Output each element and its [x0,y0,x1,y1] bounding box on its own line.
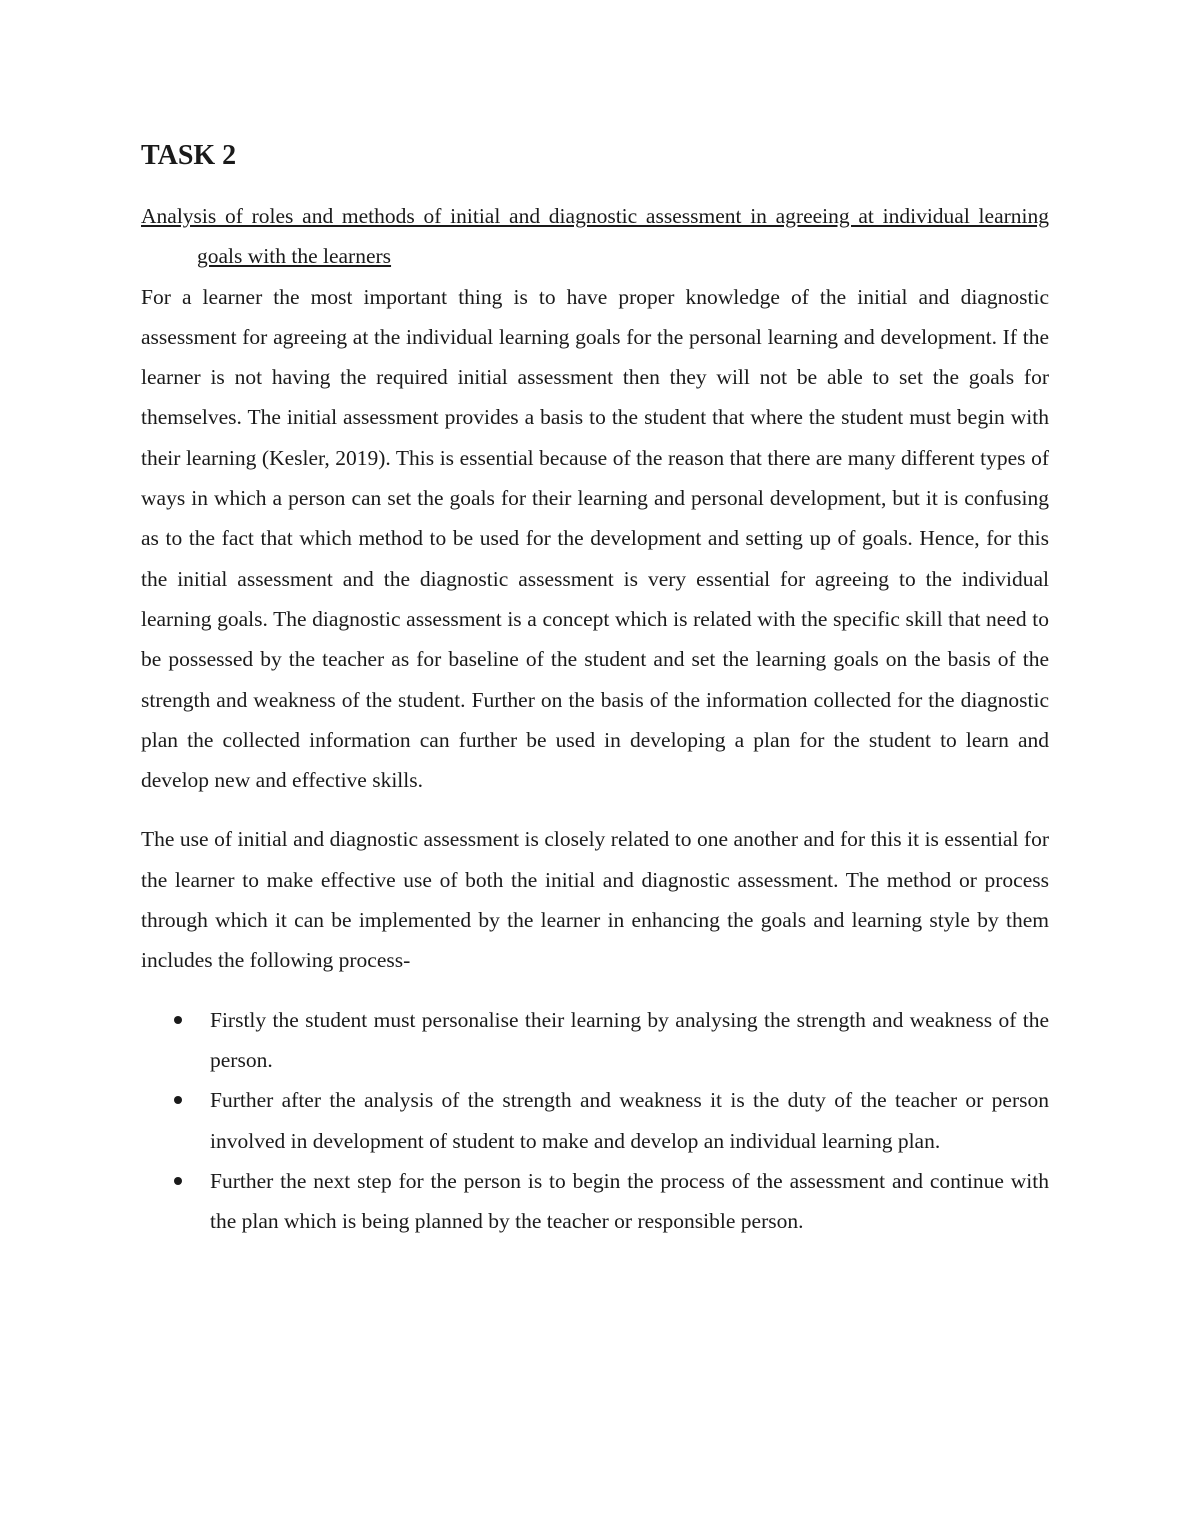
list-item-text: Further the next step for the person is to begin the process of the assessment and continue with the plan which is being planned by the teacher or responsible person. [210,1168,1049,1234]
list-item [141,1161,1049,1242]
bullet-icon [174,1096,182,1104]
body-paragraph-2: The use of initial and diagnostic assessment is closely related to one another and for this it is essential for the learner to make effective use of both the initial and diagnostic assessment. The method or process through which it can be implemented by the learner in enhancing the goals and learning style by them includes the following process- [141,827,1049,973]
bullet-icon [174,1016,182,1024]
process-bullet-list [141,1000,1049,1242]
list-item-text: Further after the analysis of the strength and weakness it is the duty of the teacher or person involved in development of student to make and develop an individual learning plan. [210,1088,1049,1153]
body-paragraph-1: For a learner the most important thing is to have proper knowledge of the initial and diagnostic assessment for agreeing at the individual learning goals for the personal learning and development. If the learner is not having the required initial assessment then they will not be able to set the goals for themselves. The initial assessment provides a basis to the student that where the student must begin with their learning (Kesler, 2019). This is essential because of the reason that there are many different types of ways in which a person can set the goals for their learning and personal development, but it is confusing as to the fact that which method to be used for the development and setting up of goals. Hence, for this the initial assessment and the diagnostic assessment is very essential for agreeing to the individual learning goals. The diagnostic assessment is a concept which is related with the specific skill that need to be possessed by the teacher as for baseline of the student and set the learning goals on the basis of the strength and weakness of the student. Further on the basis of the information collected for the diagnostic plan the collected information can further be used in developing a plan for the student to learn and develop new and effective skills. [141,284,1049,793]
list-item-text: Firstly the student must personalise their learning by analysing the strength and weakness of the person. [210,1007,1049,1072]
bullet-icon [174,1177,182,1185]
list-item [141,1080,1049,1161]
section-subheading: Analysis of roles and methods of initial and diagnostic assessment in agreeing at individual learning goals with the learners [141,204,1049,269]
list-item [141,1000,1049,1081]
task-heading: TASK 2 [141,140,237,171]
document-page [141,136,1049,1241]
